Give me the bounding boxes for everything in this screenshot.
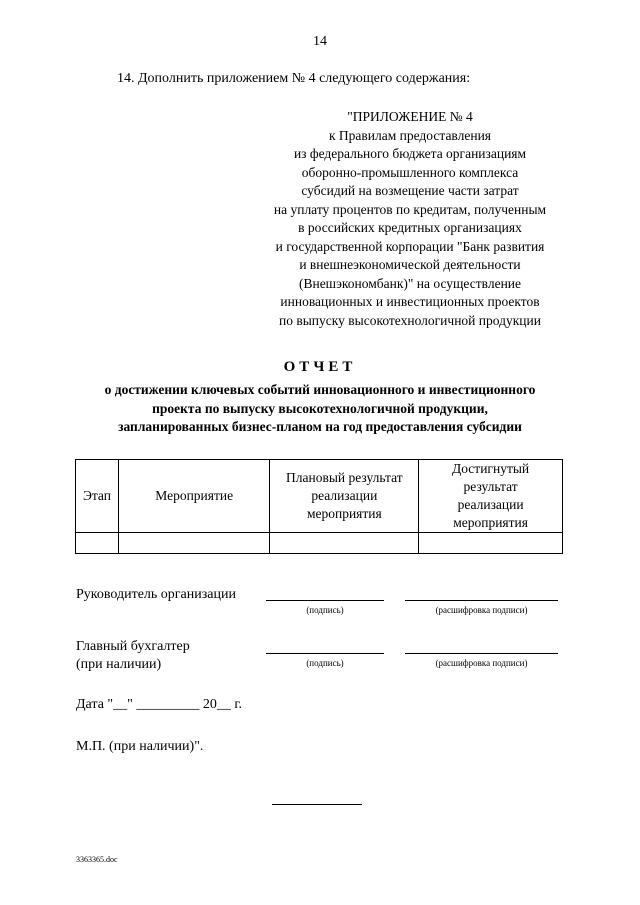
appendix-heading — [230, 108, 590, 330]
appendix-line: "ПРИЛОЖЕНИЕ № 4 — [347, 109, 473, 124]
column-header-activity: Мероприятие — [118, 460, 270, 533]
table-cell — [419, 533, 563, 554]
table-cell — [270, 533, 419, 554]
report-table — [75, 459, 563, 554]
appendix-line: по выпуску высокотехнологичной продукции — [279, 312, 541, 328]
footer-divider — [272, 804, 362, 805]
head-signature-caption: (подпись) — [306, 605, 344, 615]
column-header-achieved-result: Достигнутый результат реализации мероприятия — [419, 460, 563, 533]
date-line: Дата "__" _________ 20__ г. — [76, 697, 242, 712]
appendix-line: из федерального бюджета организациям — [293, 146, 527, 161]
appendix-line: к Правилам предоставления — [328, 127, 492, 143]
table-row — [76, 533, 563, 554]
report-subtitle-line: запланированных бизнес-планом на год предоставления субсидии — [118, 419, 522, 434]
stamp-line: М.П. (при наличии)". — [76, 739, 204, 754]
report-subtitle — [60, 381, 580, 437]
page-number: 14 — [313, 34, 327, 49]
report-subtitle-line: о достижении ключевых событий инновационного и инвестиционного — [104, 382, 536, 397]
appendix-line: и внешнеэкономической деятельности — [299, 257, 521, 272]
appendix-line: в российских кредитных организациях — [298, 220, 522, 235]
accountant-decoding-caption: (расшифровка подписи) — [435, 658, 528, 668]
appendix-line: на уплату процентов по кредитам, полученным — [273, 201, 547, 217]
table-cell — [76, 533, 119, 554]
column-header-planned-result: Плановый результат реализации мероприятия — [270, 460, 419, 533]
head-signature-line — [266, 600, 384, 601]
accountant-signature-line — [266, 653, 384, 654]
head-decoding-caption: (расшифровка подписи) — [435, 605, 528, 615]
chief-accountant-optional-label: (при наличии) — [76, 657, 162, 672]
document-code: 3363365.doc — [76, 855, 118, 864]
appendix-line: (Внешэкономбанк)" на осуществление — [298, 275, 522, 291]
amendment-intro: 14. Дополнить приложением № 4 следующего содержания: — [117, 71, 471, 86]
accountant-signature-caption: (подпись) — [306, 658, 344, 668]
head-decoding-line — [405, 600, 558, 601]
table-header-row — [76, 460, 563, 533]
accountant-decoding-line — [405, 653, 558, 654]
head-of-organization-label: Руководитель организации — [76, 587, 236, 602]
report-title: ОТЧЕТ — [283, 359, 357, 375]
appendix-line: и государственной корпорации "Банк развития — [275, 238, 545, 254]
column-header-stage: Этап — [76, 460, 119, 533]
appendix-line: оборонно-промышленного комплекса — [301, 164, 519, 180]
appendix-line: инновационных и инвестиционных проектов — [280, 294, 540, 309]
appendix-line: субсидий на возмещение части затрат — [301, 183, 519, 198]
report-subtitle-line: проекта по выпуску высокотехнологичной продукции, — [152, 400, 488, 416]
table-cell — [118, 533, 270, 554]
chief-accountant-label: Главный бухгалтер — [76, 639, 190, 654]
